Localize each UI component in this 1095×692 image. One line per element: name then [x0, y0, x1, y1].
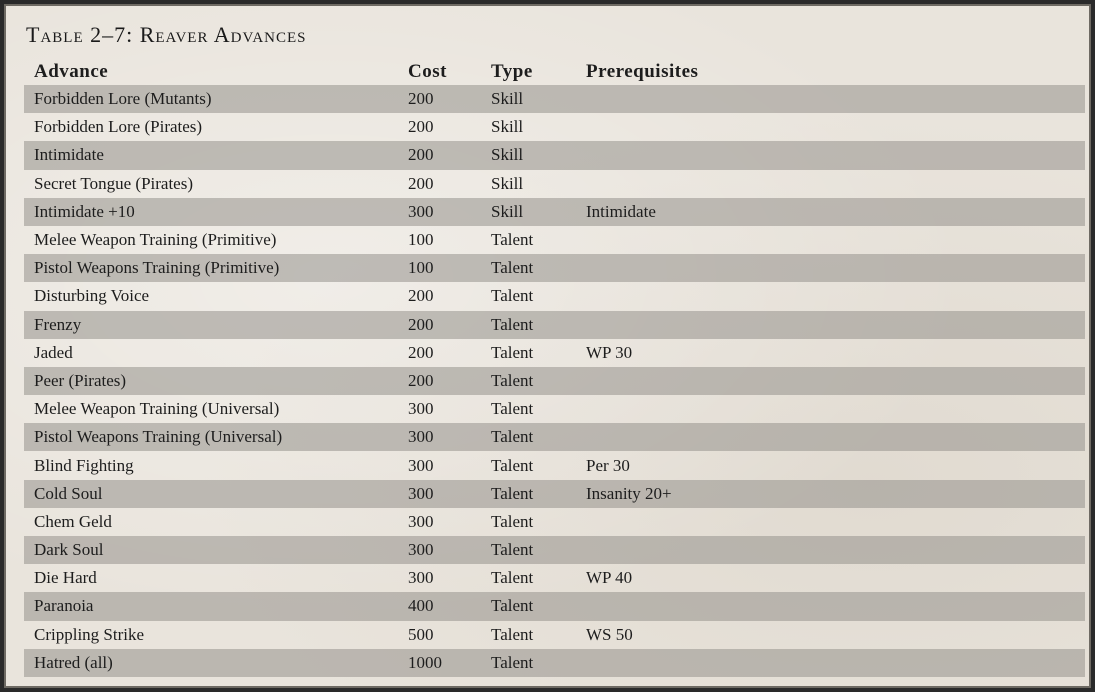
header-type: Type: [491, 60, 533, 82]
cell-advance: Hatred (all): [34, 652, 113, 672]
cell-type: Talent: [491, 399, 534, 419]
table-row: [24, 395, 1085, 423]
table-row: [24, 282, 1085, 310]
cell-advance: Cold Soul: [34, 483, 103, 503]
table-header-row: [24, 58, 1085, 85]
cell-type: Talent: [491, 314, 534, 334]
cell-advance: Pistol Weapons Training (Universal): [34, 427, 283, 447]
table-title: Table 2–7: Reaver Advances: [26, 22, 307, 47]
cell-cost: 200: [408, 342, 434, 362]
table-row: [24, 113, 1085, 141]
cell-advance: Paranoia: [34, 596, 94, 616]
table-row: [24, 141, 1085, 169]
table-row: [24, 226, 1085, 254]
advances-table: [24, 58, 1085, 677]
cell-type: Skill: [491, 173, 524, 193]
cell-cost: 200: [408, 173, 434, 193]
cell-advance: Chem Geld: [34, 511, 112, 531]
table-row: [24, 508, 1085, 536]
cell-cost: 300: [408, 511, 434, 531]
table-row: [24, 367, 1085, 395]
cell-type: Skill: [491, 89, 524, 109]
table-row: [24, 480, 1085, 508]
cell-advance: Forbidden Lore (Pirates): [34, 117, 203, 137]
table-row: [24, 170, 1085, 198]
cell-type: Talent: [491, 286, 534, 306]
cell-cost: 300: [408, 568, 434, 588]
cell-advance: Pistol Weapons Training (Primitive): [34, 258, 280, 278]
cell-cost: 200: [408, 89, 434, 109]
cell-cost: 200: [408, 314, 434, 334]
cell-advance: Dark Soul: [34, 540, 104, 560]
cell-cost: 500: [408, 624, 434, 644]
cell-type: Talent: [491, 427, 534, 447]
cell-cost: 300: [408, 399, 434, 419]
cell-cost: 200: [408, 370, 434, 390]
cell-cost: 300: [408, 540, 434, 560]
cell-cost: 200: [408, 145, 434, 165]
cell-type: Skill: [491, 145, 524, 165]
cell-cost: 300: [408, 483, 434, 503]
cell-advance: Jaded: [34, 342, 73, 362]
cell-prerequisites: Per 30: [586, 455, 630, 475]
table-row: [24, 339, 1085, 367]
table-row: [24, 451, 1085, 479]
cell-advance: Intimidate +10: [34, 201, 135, 221]
cell-type: Talent: [491, 540, 534, 560]
cell-type: Talent: [491, 370, 534, 390]
cell-type: Talent: [491, 455, 534, 475]
cell-type: Talent: [491, 624, 534, 644]
cell-type: Talent: [491, 596, 534, 616]
cell-cost: 300: [408, 427, 434, 447]
table-row: [24, 592, 1085, 620]
table-row: [24, 85, 1085, 113]
table-panel: [4, 4, 1091, 688]
cell-advance: Intimidate: [34, 145, 104, 165]
cell-type: Skill: [491, 117, 524, 137]
cell-type: Talent: [491, 258, 534, 278]
cell-prerequisites: Intimidate: [586, 201, 656, 221]
cell-advance: Die Hard: [34, 568, 97, 588]
cell-prerequisites: WP 40: [586, 568, 633, 588]
cell-advance: Secret Tongue (Pirates): [34, 173, 194, 193]
cell-advance: Forbidden Lore (Mutants): [34, 89, 212, 109]
cell-type: Talent: [491, 483, 534, 503]
cell-advance: Melee Weapon Training (Universal): [34, 399, 280, 419]
table-row: [24, 621, 1085, 649]
cell-cost: 1000: [408, 652, 442, 672]
table-row: [24, 254, 1085, 282]
cell-type: Talent: [491, 230, 534, 250]
table-row: [24, 311, 1085, 339]
cell-advance: Peer (Pirates): [34, 370, 127, 390]
cell-type: Talent: [491, 568, 534, 588]
cell-prerequisites: WS 50: [586, 624, 633, 644]
cell-advance: Frenzy: [34, 314, 82, 334]
table-row: [24, 536, 1085, 564]
cell-advance: Blind Fighting: [34, 455, 134, 475]
table-row: [24, 649, 1085, 677]
table-row: [24, 564, 1085, 592]
cell-cost: 100: [408, 230, 434, 250]
table-row: [24, 198, 1085, 226]
cell-prerequisites: WP 30: [586, 342, 633, 362]
header-prerequisites: Prerequisites: [586, 60, 699, 82]
cell-type: Skill: [491, 201, 524, 221]
cell-type: Talent: [491, 652, 534, 672]
cell-prerequisites: Insanity 20+: [586, 483, 672, 503]
cell-cost: 100: [408, 258, 434, 278]
cell-cost: 300: [408, 455, 434, 475]
cell-cost: 300: [408, 201, 434, 221]
header-advance: Advance: [34, 60, 109, 82]
cell-advance: Melee Weapon Training (Primitive): [34, 230, 277, 250]
cell-advance: Crippling Strike: [34, 624, 145, 644]
cell-type: Talent: [491, 511, 534, 531]
header-cost: Cost: [408, 60, 447, 82]
cell-cost: 400: [408, 596, 434, 616]
cell-cost: 200: [408, 286, 434, 306]
cell-type: Talent: [491, 342, 534, 362]
cell-advance: Disturbing Voice: [34, 286, 150, 306]
cell-cost: 200: [408, 117, 434, 137]
table-body: [24, 85, 1085, 677]
table-row: [24, 423, 1085, 451]
